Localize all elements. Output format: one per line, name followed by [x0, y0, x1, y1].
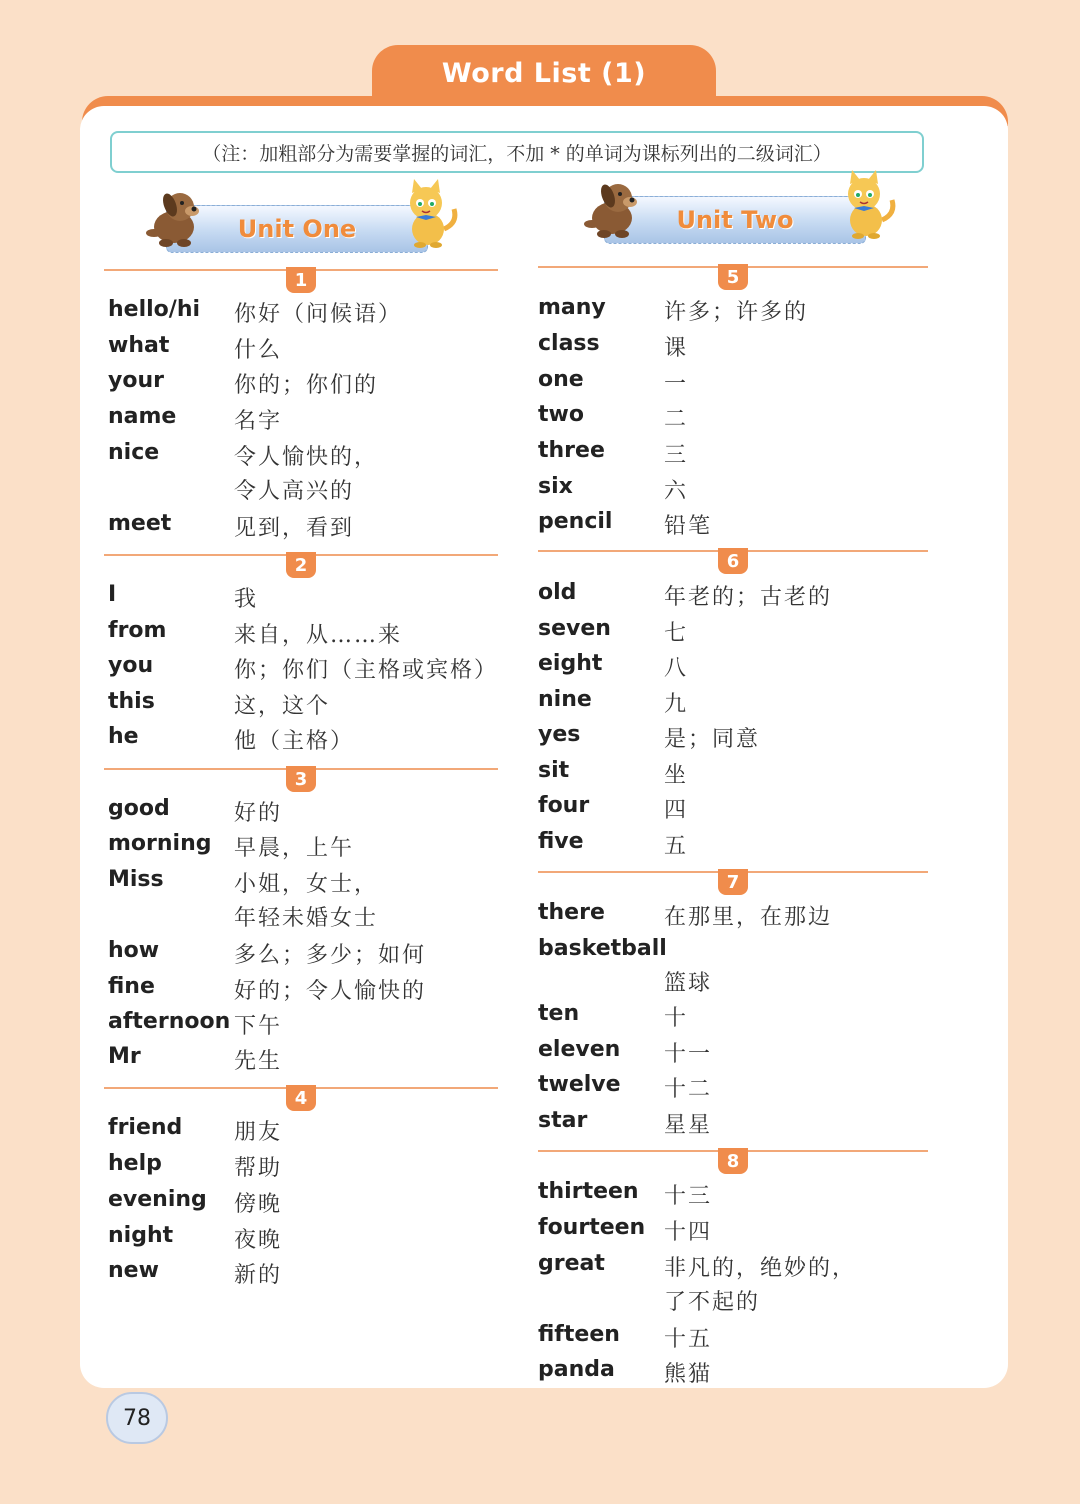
- word-english: ten: [538, 1001, 580, 1026]
- word-english: fine: [108, 974, 155, 999]
- word-english: four: [538, 793, 590, 818]
- section-number-badge: 2: [286, 552, 316, 578]
- word-chinese: 星星: [664, 1113, 713, 1138]
- word-chinese: 许多；许多的: [664, 300, 809, 325]
- word-english: this: [108, 689, 155, 714]
- word-chinese: 篮球: [664, 971, 713, 996]
- word-chinese: 朋友: [234, 1120, 283, 1145]
- word-chinese: 你的；你们的: [234, 373, 379, 398]
- word-english: panda: [538, 1357, 615, 1382]
- word-english: six: [538, 474, 573, 499]
- word-english: many: [538, 295, 606, 320]
- word-chinese: 他（主格）: [234, 729, 355, 754]
- unit-banner-two: [574, 176, 894, 258]
- dog-icon: [136, 187, 206, 253]
- word-chinese: 早晨，上午: [234, 836, 355, 861]
- word-english: eight: [538, 651, 603, 676]
- word-chinese: 来自，从……来: [234, 623, 403, 648]
- word-chinese: 了不起的: [664, 1290, 761, 1315]
- word-english: help: [108, 1151, 162, 1176]
- section-number-badge: 8: [718, 1148, 748, 1174]
- word-chinese: 三: [664, 443, 689, 468]
- word-english: I: [108, 582, 117, 607]
- cat-icon: [832, 170, 898, 244]
- word-chinese: 多么；多少；如何: [234, 943, 427, 968]
- word-chinese: 坐: [664, 763, 689, 788]
- section-number-badge: 1: [286, 267, 316, 293]
- word-chinese: 夜晚: [234, 1228, 283, 1253]
- page-number: 78: [106, 1392, 168, 1444]
- word-english: two: [538, 402, 584, 427]
- word-english: five: [538, 829, 584, 854]
- section-number-badge: 4: [286, 1085, 316, 1111]
- word-chinese: 傍晚: [234, 1192, 283, 1217]
- word-english: hello/hi: [108, 297, 201, 322]
- word-chinese: 新的: [234, 1263, 283, 1288]
- word-chinese: 在那里，在那边: [664, 905, 833, 930]
- word-chinese: 六: [664, 479, 689, 504]
- word-chinese: 你；你们（主格或宾格）: [234, 658, 499, 683]
- word-english: morning: [108, 831, 212, 856]
- word-english: pencil: [538, 509, 613, 534]
- word-chinese: 八: [664, 656, 689, 681]
- cat-icon: [394, 179, 460, 253]
- word-english: good: [108, 796, 170, 821]
- word-chinese: 令人愉快的，: [234, 445, 379, 470]
- word-chinese: 二: [664, 407, 689, 432]
- word-english: old: [538, 580, 577, 605]
- word-english: eleven: [538, 1037, 621, 1062]
- word-chinese: 熊猫: [664, 1362, 713, 1387]
- section-number-badge: 3: [286, 766, 316, 792]
- word-english: afternoon: [108, 1009, 231, 1034]
- word-chinese: 这，这个: [234, 694, 331, 719]
- note-box: （注：加粗部分为需要掌握的词汇，不加 * 的单词为课标列出的二级词汇）: [110, 131, 924, 173]
- word-chinese: 十二: [664, 1077, 713, 1102]
- word-english: friend: [108, 1115, 183, 1140]
- word-english: you: [108, 653, 154, 678]
- word-chinese: 下午: [234, 1014, 283, 1039]
- word-english: star: [538, 1108, 588, 1133]
- word-chinese: 你好（问候语）: [234, 302, 403, 327]
- word-chinese: 四: [664, 798, 689, 823]
- word-english: new: [108, 1258, 159, 1283]
- word-english: Miss: [108, 867, 164, 892]
- word-english: sit: [538, 758, 570, 783]
- word-english: he: [108, 724, 139, 749]
- word-chinese: 十一: [664, 1042, 713, 1067]
- word-english: twelve: [538, 1072, 621, 1097]
- section-number-badge: 7: [718, 869, 748, 895]
- section-number-badge: 5: [718, 264, 748, 290]
- word-chinese: 小姐，女士，: [234, 872, 379, 897]
- title-tab: [372, 45, 716, 107]
- dog-icon: [574, 178, 644, 244]
- word-chinese: 十五: [664, 1327, 713, 1352]
- page-title: Word List (1): [441, 57, 647, 89]
- word-english: three: [538, 438, 605, 463]
- word-chinese: 课: [664, 336, 689, 361]
- word-chinese: 铅笔: [664, 514, 713, 539]
- word-english: class: [538, 331, 600, 356]
- word-chinese: 七: [664, 621, 689, 646]
- word-english: nine: [538, 687, 592, 712]
- word-chinese: 好的；令人愉快的: [234, 979, 427, 1004]
- word-chinese: 先生: [234, 1049, 283, 1074]
- word-english: there: [538, 900, 605, 925]
- word-english: Mr: [108, 1044, 141, 1069]
- unit-banner-one: [136, 185, 456, 267]
- section-number-badge: 6: [718, 548, 748, 574]
- word-english: meet: [108, 511, 172, 536]
- word-chinese: 一: [664, 372, 689, 397]
- word-chinese: 十: [664, 1006, 689, 1031]
- unit-title: Unit One: [237, 215, 357, 243]
- word-english: how: [108, 938, 160, 963]
- word-english: seven: [538, 616, 611, 641]
- word-english: one: [538, 367, 584, 392]
- word-english: great: [538, 1251, 605, 1276]
- unit-title: Unit Two: [676, 206, 794, 234]
- word-chinese: 我: [234, 587, 259, 612]
- word-chinese: 年轻未婚女士: [234, 906, 379, 931]
- word-english: what: [108, 333, 170, 358]
- word-english: yes: [538, 722, 581, 747]
- word-chinese: 五: [664, 834, 689, 859]
- word-chinese: 十四: [664, 1220, 713, 1245]
- word-english: nice: [108, 440, 160, 465]
- word-english: fourteen: [538, 1215, 646, 1240]
- word-english: your: [108, 368, 164, 393]
- word-chinese: 好的: [234, 801, 283, 826]
- word-english: evening: [108, 1187, 207, 1212]
- word-chinese: 非凡的，绝妙的，: [664, 1256, 857, 1281]
- word-english: fifteen: [538, 1322, 620, 1347]
- word-english: night: [108, 1223, 174, 1248]
- word-chinese: 帮助: [234, 1156, 283, 1181]
- word-english: thirteen: [538, 1179, 639, 1204]
- word-chinese: 十三: [664, 1184, 713, 1209]
- word-chinese: 年老的；古老的: [664, 585, 833, 610]
- word-chinese: 名字: [234, 409, 283, 434]
- word-english: name: [108, 404, 177, 429]
- word-chinese: 令人高兴的: [234, 479, 355, 504]
- word-chinese: 见到，看到: [234, 516, 355, 541]
- word-english: basketball: [538, 936, 667, 961]
- word-chinese: 是；同意: [664, 727, 761, 752]
- word-english: from: [108, 618, 167, 643]
- word-chinese: 九: [664, 692, 689, 717]
- word-chinese: 什么: [234, 338, 283, 363]
